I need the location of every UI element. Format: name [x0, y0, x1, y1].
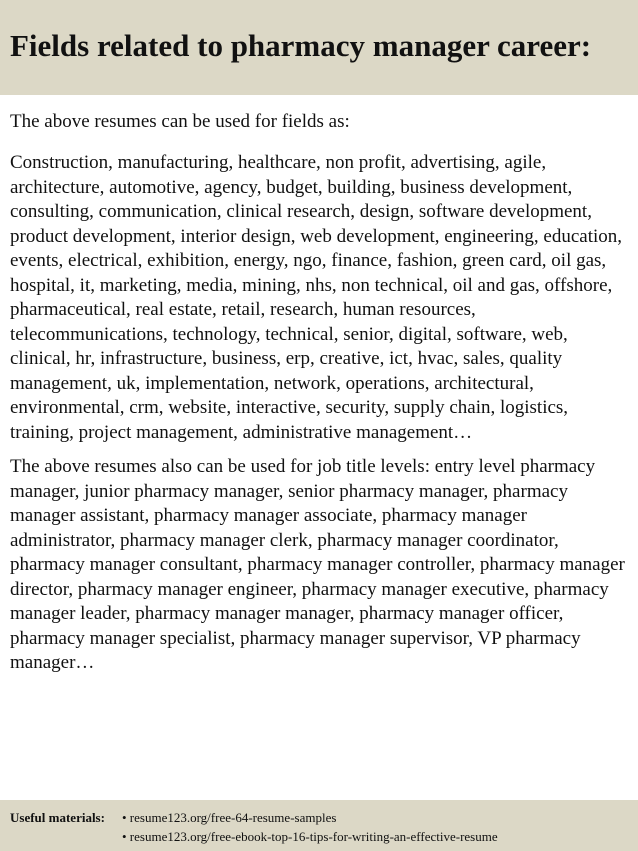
job-titles-paragraph: The above resumes also can be used for job title levels: entry level pharmacy manager, junior pharmacy manager, senior pharmacy manager, pharmacy manager assistant, pharmacy manager associate, pharmacy manager administrator, pharmacy manager clerk, pharmacy manager coordinator, pharmacy manager consultant, pharmacy manager controller, pharmacy manager director, pharmacy manager engineer, pharmacy manager executive, pharmacy manager leader, pharmacy manager manager, pharmacy manager officer, pharmacy manager specialist, pharmacy manager supervisor, VP pharmacy manager… [10, 456, 625, 673]
footer-label-separator: : [100, 810, 105, 825]
footer-row-2 [10, 827, 638, 846]
footer-label-spacer [10, 827, 122, 846]
main-content [10, 110, 632, 686]
footer-link-ebook-tips[interactable]: • resume123.org/free-ebook-top-16-tips-for-writing-an-effective-resume [122, 829, 498, 844]
fields-paragraph: Construction, manufacturing, healthcare, non profit, advertising, agile, architecture, automotive, agency, budget, building, business development, consulting, communication, clinical research, design, software development, product development, interior design, web development, engineering, education, events, electrical, exhibition, energy, ngo, finance, fashion, green card, oil gas, hospital, it, marketing, media, mining, nhs, non technical, oil and gas, offshore, pharmaceutical, real estate, retail, research, human resources, telecommunications, technology, technical, senior, digital, software, web, clinical, hr, infrastructure, business, erp, creative, ict, hvac, sales, quality management, uk, implementation, network, operations, architectural, environmental, crm, website, interactive, security, supply chain, logistics, training, project management, administrative management… [10, 152, 623, 443]
footer-row-1 [10, 808, 638, 827]
footer-link-resume-samples[interactable]: • resume123.org/free-64-resume-samples [122, 810, 337, 825]
footer-label-group [10, 808, 122, 827]
footer-label: Useful materials [10, 810, 101, 825]
useful-materials-footer [0, 800, 638, 851]
intro-text: The above resumes can be used for fields as: [10, 111, 350, 132]
page-title: Fields related to pharmacy manager career: [10, 28, 592, 63]
page-header [0, 0, 638, 95]
